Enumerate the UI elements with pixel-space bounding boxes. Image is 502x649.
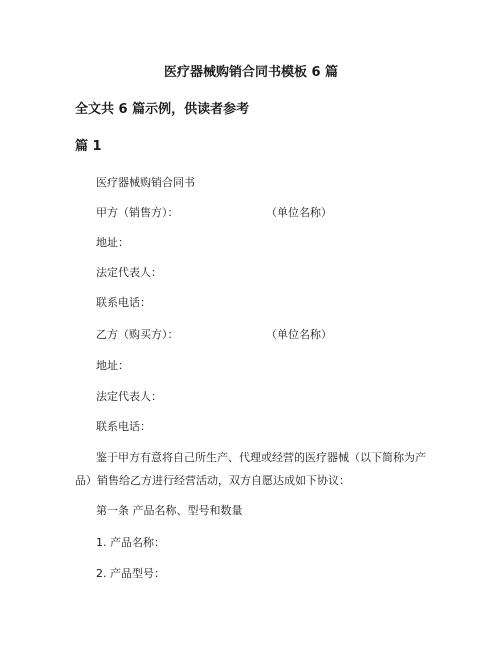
party-b-address: 地址： xyxy=(96,359,129,372)
section-heading: 篇 1 xyxy=(75,139,102,154)
party-b-phone: 联系电话： xyxy=(96,420,151,433)
article-1-heading: 第一条 产品名称、型号和数量 xyxy=(96,504,243,517)
party-a-legal-rep: 法定代表人： xyxy=(96,266,162,279)
intro-paragraph: 鉴于甲方有意将自己所生产、代理或经营的医疗器械（以下简称为产品）销售给乙方进行经营活动，双方自愿达成如下协议： xyxy=(75,451,426,487)
party-a-address: 地址： xyxy=(96,236,129,249)
contract-title: 医疗器械购销合同书 xyxy=(96,176,195,189)
party-b-label: 乙方（购买方）： xyxy=(96,328,179,341)
party-a-label: 甲方（销售方）： xyxy=(96,206,179,219)
document-subtitle: 全文共 6 篇示例，供读者参考 xyxy=(75,102,250,117)
item-product-model: 2. 产品型号： xyxy=(96,567,165,580)
document-title: 医疗器械购销合同书模板 6 篇 xyxy=(163,65,339,80)
party-b-legal-rep: 法定代表人： xyxy=(96,390,162,403)
party-b-name-placeholder: （单位名称） xyxy=(266,328,332,341)
party-a-name-placeholder: （单位名称） xyxy=(266,206,332,219)
party-a-phone: 联系电话： xyxy=(96,296,151,309)
item-product-name: 1. 产品名称： xyxy=(96,536,165,549)
